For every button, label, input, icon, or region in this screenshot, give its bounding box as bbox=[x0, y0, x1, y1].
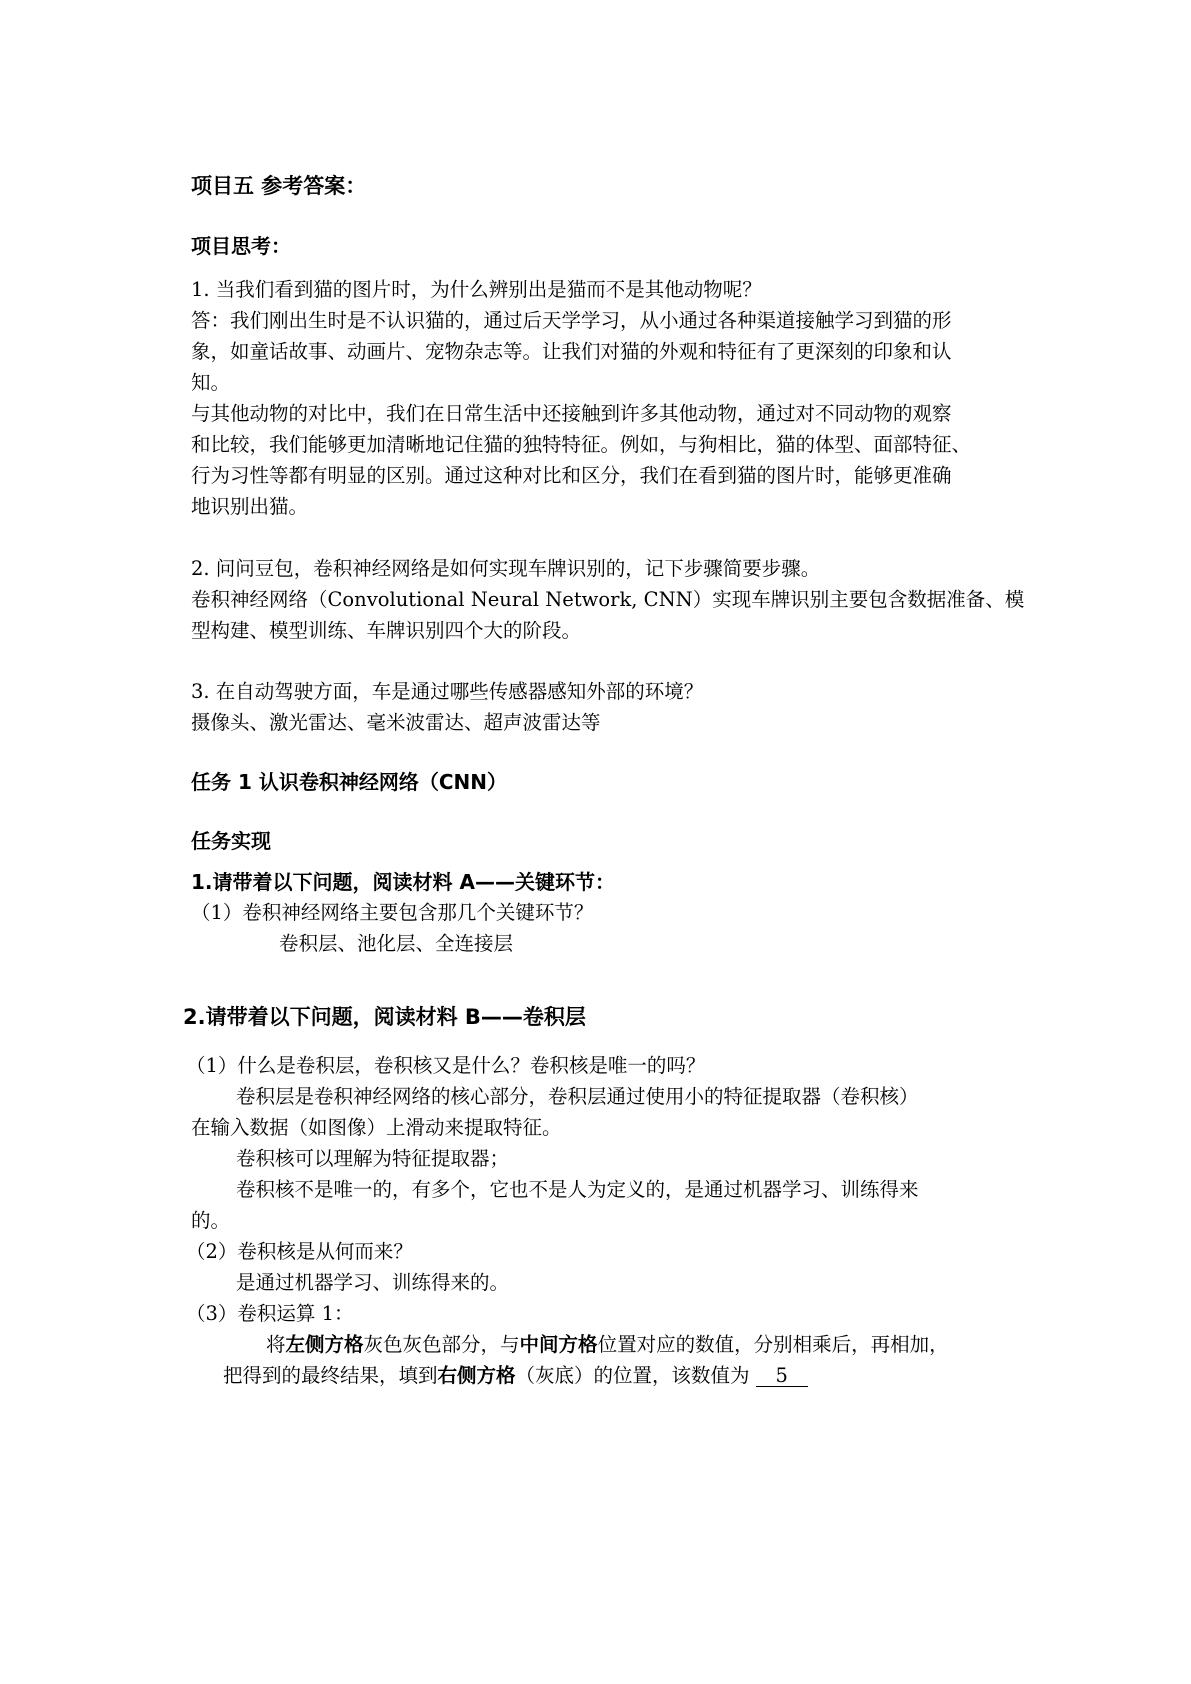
answer-3: 摄像头、激光雷达、毫米波雷达、超声波雷达等 bbox=[191, 711, 601, 734]
part-b-answer-1-line: 的。 bbox=[191, 1209, 231, 1232]
text-span: （灰底）的位置，该数值为 bbox=[515, 1364, 756, 1387]
part-b-question-3: （3）卷积运算 1： bbox=[186, 1302, 354, 1325]
thinking-heading: 项目思考： bbox=[191, 234, 291, 258]
part-b-answer-3-line-2 bbox=[223, 1364, 808, 1388]
answer-1-line: 和比较，我们能够更加清晰地记住猫的独特特征。例如，与狗相比，猫的体型、面部特征、 bbox=[191, 433, 972, 456]
answer-2-line: 卷积神经网络（Convolutional Neural Network, CNN）实现车牌识别主要包含数据准备、模 bbox=[191, 588, 1025, 611]
part-a-question-1: （1）卷积神经网络主要包含那几个关键环节？ bbox=[191, 901, 594, 924]
question-3: 3. 在自动驾驶方面，车是通过哪些传感器感知外部的环境？ bbox=[191, 680, 704, 703]
part-b-answer-1-line: 卷积核不是唯一的，有多个，它也不是人为定义的，是通过机器学习、训练得来 bbox=[236, 1178, 919, 1201]
answer-1-line: 行为习性等都有明显的区别。通过这种对比和区分，我们在看到猫的图片时，能够更准确 bbox=[191, 464, 952, 487]
answer-1-line: 知。 bbox=[191, 371, 231, 394]
text-span: 将 bbox=[266, 1333, 286, 1356]
answer-1-line: 象，如童话故事、动画片、宠物杂志等。让我们对猫的外观和特征有了更深刻的印象和认 bbox=[191, 340, 952, 363]
task-1-heading: 任务 1 认识卷积神经网络（CNN） bbox=[191, 770, 507, 794]
question-2: 2. 问问豆包，卷积神经网络是如何实现车牌识别的，记下步骤简要步骤。 bbox=[191, 557, 821, 580]
question-1: 1. 当我们看到猫的图片时，为什么辨别出是猫而不是其他动物呢？ bbox=[191, 278, 762, 301]
answer-1-line: 地识别出猫。 bbox=[191, 495, 309, 518]
part-b-answer-3-line-1 bbox=[266, 1333, 949, 1357]
answer-1-line: 与其他动物的对比中，我们在日常生活中还接触到许多其他动物，通过对不同动物的观察 bbox=[191, 402, 952, 425]
part-b-answer-1-line: 卷积层是卷积神经网络的核心部分，卷积层通过使用小的特征提取器（卷积核） bbox=[236, 1085, 919, 1108]
part-b-answer-1-line: 卷积核可以理解为特征提取器； bbox=[236, 1147, 510, 1170]
part-b-answer-1-line: 在输入数据（如图像）上滑动来提取特征。 bbox=[191, 1116, 562, 1139]
part-a-heading: 1.请带着以下问题，阅读材料 A——关键环节： bbox=[191, 870, 615, 894]
emphasis-right-grid: 右侧方格 bbox=[437, 1364, 516, 1387]
part-b-question-2: （2）卷积核是从何而来？ bbox=[186, 1240, 413, 1263]
part-b-answer-2: 是通过机器学习、训练得来的。 bbox=[236, 1271, 510, 1294]
emphasis-middle-grid: 中间方格 bbox=[519, 1333, 598, 1356]
page-title: 项目五 参考答案： bbox=[191, 174, 367, 198]
text-span: 把得到的最终结果，填到 bbox=[223, 1364, 438, 1387]
part-a-answer-1: 卷积层、池化层、全连接层 bbox=[279, 932, 514, 955]
answer-2-line: 型构建、模型训练、车牌识别四个大的阶段。 bbox=[191, 619, 582, 642]
answer-1-line: 答：我们刚出生时是不认识猫的，通过后天学学习，从小通过各种渠道接触学习到猫的形 bbox=[191, 309, 952, 332]
part-b-question-1: （1）什么是卷积层，卷积核又是什么？卷积核是唯一的吗？ bbox=[186, 1054, 706, 1077]
text-span: 灰色灰色部分，与 bbox=[363, 1333, 520, 1356]
emphasis-left-grid: 左侧方格 bbox=[285, 1333, 364, 1356]
part-b-heading: 2.请带着以下问题，阅读材料 B——卷积层 bbox=[183, 1005, 586, 1029]
task-implementation-heading: 任务实现 bbox=[191, 829, 271, 853]
text-span: 位置对应的数值，分别相乘后，再相加， bbox=[597, 1333, 949, 1356]
answer-blank: 5 bbox=[756, 1366, 808, 1387]
